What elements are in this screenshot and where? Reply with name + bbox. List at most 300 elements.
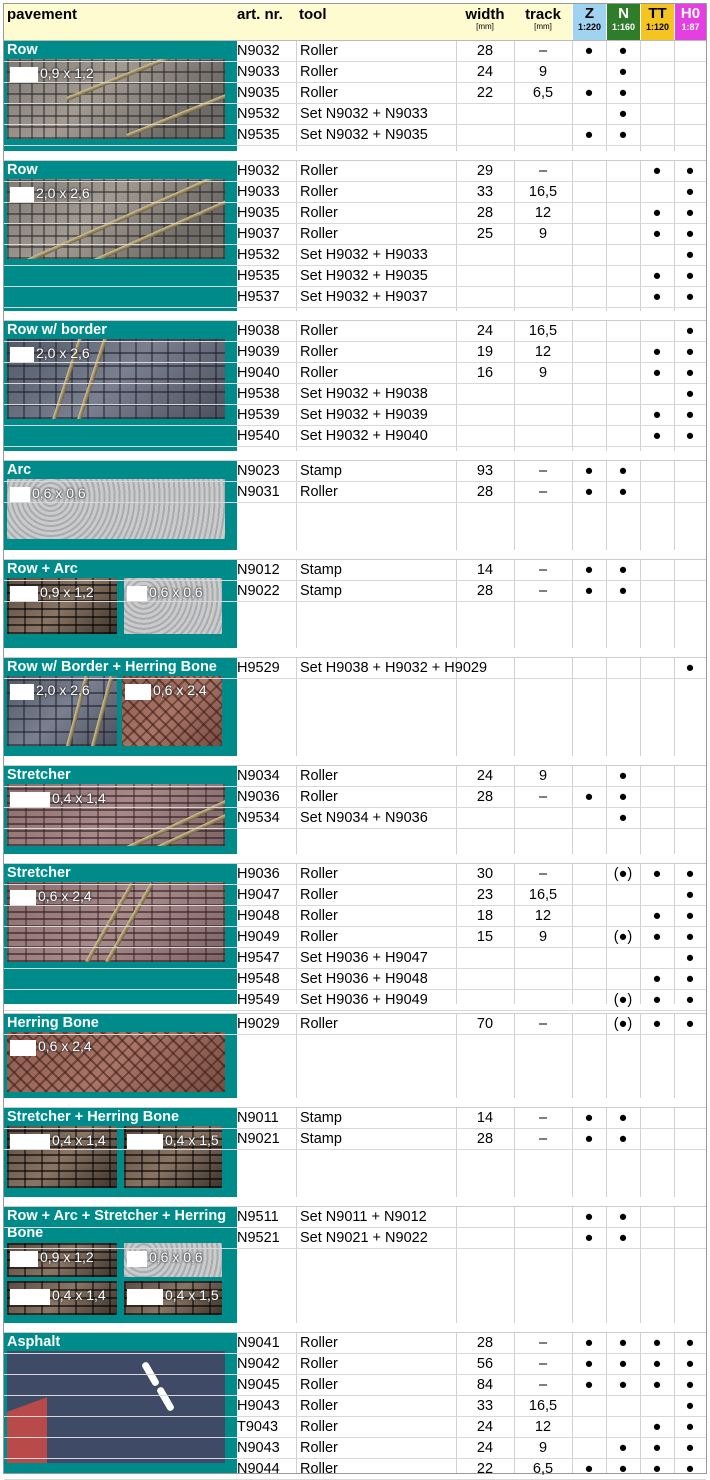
- header-track: [514, 4, 572, 40]
- tool-cell: Set H9032 + H9035: [300, 268, 428, 284]
- scale-n-cell: ●: [618, 810, 628, 826]
- scale-tt-cell: [640, 808, 674, 828]
- width-cell: [456, 104, 514, 124]
- scale-h0-cell: ●: [685, 1016, 695, 1032]
- table-row: [4, 864, 706, 885]
- section-spacer: [4, 756, 706, 766]
- table-row: [4, 62, 706, 83]
- cobblestone-border-photo: [7, 676, 117, 746]
- tool-cell: Roller: [300, 1356, 338, 1372]
- scale-z-cell: [572, 182, 606, 202]
- tool-cell: Stamp: [300, 583, 342, 599]
- stone-dimension-label: 2,0 x 2,6: [36, 185, 90, 201]
- width-cell: 18: [476, 908, 494, 924]
- scale-z-cell: [572, 864, 606, 884]
- art-nr-cell: N9032: [237, 43, 280, 59]
- scale-z-cell: [572, 658, 606, 678]
- scale-n-cell: ●: [618, 64, 628, 80]
- width-cell: 30: [476, 866, 494, 882]
- scale-h0-cell: ●: [685, 428, 695, 444]
- scale-n-cell: ●: [618, 106, 628, 122]
- tool-cell: Stamp: [300, 1131, 342, 1147]
- width-cell: 28: [476, 583, 494, 599]
- scale-n-cell: [606, 906, 640, 926]
- art-nr-cell: H9029: [237, 1016, 280, 1032]
- art-nr-cell: H9048: [237, 908, 280, 924]
- stone-dimension-label: 0,6 x 0,6: [149, 1249, 203, 1265]
- scale-z-cell: [572, 405, 606, 425]
- scale-tt-cell: [640, 787, 674, 807]
- scale-n-cell: [606, 1417, 640, 1437]
- width-cell: 56: [476, 1356, 494, 1372]
- width-cell: [456, 245, 514, 265]
- scale-tt-cell: ●: [652, 929, 662, 945]
- scale-h0-cell: ●: [685, 887, 695, 903]
- track-cell: –: [538, 163, 548, 179]
- width-cell: 29: [476, 163, 494, 179]
- tool-cell: Set H9032 + H9038: [300, 386, 428, 402]
- scale-tt-cell: [640, 62, 674, 82]
- art-nr-cell: H9049: [237, 929, 280, 945]
- table-row: [4, 927, 706, 948]
- scale-z-cell: ●: [584, 1356, 594, 1372]
- scale-tt-cell: [640, 83, 674, 103]
- scale-z-cell: ●: [584, 1377, 594, 1393]
- scale-z-cell: [572, 363, 606, 383]
- section-spacer: [4, 151, 706, 161]
- width-cell: [456, 426, 514, 446]
- width-cell: [456, 266, 514, 286]
- herringbone-photo: [7, 1032, 225, 1092]
- scale-tt-cell: ●: [652, 1016, 662, 1032]
- art-nr-cell: N9043: [237, 1440, 280, 1456]
- width-cell: 23: [476, 887, 494, 903]
- scale-z-name: Z: [584, 5, 595, 22]
- track-cell: [514, 405, 572, 425]
- pavement-title: Row w/ border: [7, 322, 107, 338]
- art-nr-cell: H9038: [237, 323, 280, 339]
- scale-h0-cell: [674, 766, 706, 786]
- stone-dimension-label: 0,6 x 2,4: [38, 888, 92, 904]
- scale-n-cell: ●: [618, 562, 628, 578]
- scale-tt-cell: ●: [652, 289, 662, 305]
- scale-tt-cell: [640, 461, 674, 481]
- tool-cell: Roller: [300, 64, 338, 80]
- tool-cell: Roller: [300, 929, 338, 945]
- scale-n-cell: ●: [618, 1230, 628, 1246]
- table-row: [4, 405, 706, 426]
- scale-z-cell: [572, 62, 606, 82]
- track-cell: 6,5: [532, 1461, 554, 1477]
- scale-swatch: [127, 1251, 147, 1267]
- stone-dimension-label: 0,6 x 2,4: [153, 682, 207, 698]
- scale-z-cell: ●: [584, 1110, 594, 1126]
- scale-z-cell: [572, 766, 606, 786]
- stone-dimension-label: 0,6 x 0,6: [32, 485, 86, 501]
- width-cell: [456, 405, 514, 425]
- table-row: [4, 287, 706, 308]
- scale-swatch: [10, 1040, 36, 1056]
- table-row: [4, 1438, 706, 1459]
- art-nr-cell: N9534: [237, 810, 280, 826]
- art-nr-cell: N9045: [237, 1377, 280, 1393]
- product-table: [3, 3, 707, 1477]
- art-nr-cell: H9032: [237, 163, 280, 179]
- scale-h0-cell: [674, 1108, 706, 1128]
- scale-h0-cell: ●: [685, 866, 695, 882]
- table-row: [4, 969, 706, 990]
- art-nr-cell: N9021: [237, 1131, 280, 1147]
- track-cell: 9: [538, 1440, 548, 1456]
- header-scale-tt: [640, 4, 674, 40]
- scale-swatch: [125, 684, 151, 700]
- scale-h0-cell: [674, 482, 706, 502]
- tool-cell: Roller: [300, 908, 338, 924]
- scale-z-cell: [572, 224, 606, 244]
- scale-z-cell: [572, 203, 606, 223]
- width-cell: [456, 384, 514, 404]
- scale-z-cell: [572, 948, 606, 968]
- track-cell: –: [538, 866, 548, 882]
- art-nr-cell: H9535: [237, 268, 280, 284]
- scale-h0-cell: ●: [685, 184, 695, 200]
- pavement-title: Arc: [7, 462, 32, 478]
- scale-tt-cell: [640, 245, 674, 265]
- scale-h0-cell: ●: [685, 344, 695, 360]
- track-cell: 9: [538, 226, 548, 242]
- width-cell: 19: [476, 344, 494, 360]
- tool-cell: Set H9036 + H9047: [300, 950, 428, 966]
- track-cell: 9: [538, 64, 548, 80]
- scale-tt-cell: [640, 104, 674, 124]
- art-nr-cell: N9022: [237, 583, 280, 599]
- scale-z-cell: ●: [584, 1209, 594, 1225]
- pavement-title: Row + Arc: [7, 561, 78, 577]
- tool-cell: Set H9032 + H9039: [300, 407, 428, 423]
- header-width-unit: [mm]: [476, 22, 494, 31]
- scale-h0-cell: [674, 83, 706, 103]
- scale-tt-cell: [640, 321, 674, 341]
- scale-tt-cell: ●: [652, 1335, 662, 1351]
- track-cell: 9: [538, 929, 548, 945]
- art-nr-cell: N9033: [237, 64, 280, 80]
- pavement-title: Row + Arc + Stretcher + Herring Bone: [7, 1208, 227, 1241]
- scale-h0-cell: ●: [685, 950, 695, 966]
- track-cell: –: [538, 1110, 548, 1126]
- width-cell: 28: [476, 484, 494, 500]
- track-cell: [514, 384, 572, 404]
- tool-cell: Stamp: [300, 1110, 342, 1126]
- tool-cell: Roller: [300, 1461, 338, 1477]
- scale-tt-cell: [640, 1207, 674, 1227]
- scale-n-cell: (●): [613, 1016, 633, 1032]
- scale-z-cell: ●: [584, 1335, 594, 1351]
- scale-z-cell: [572, 990, 606, 1010]
- tool-cell: Set N9034 + N9036: [300, 810, 428, 826]
- section-spacer: [4, 550, 706, 560]
- pavement-title: Stretcher + Herring Bone: [7, 1109, 180, 1125]
- art-nr-cell: N9036: [237, 789, 280, 805]
- scale-h0-cell: [674, 62, 706, 82]
- table-row: [4, 426, 706, 447]
- section: [4, 1014, 706, 1098]
- art-nr-cell: N9011: [237, 1110, 279, 1126]
- scale-tt-cell: [640, 560, 674, 580]
- stone-dimension-label: 0,9 x 1,2: [40, 65, 94, 81]
- scale-h0-cell: [674, 1207, 706, 1227]
- scale-n-cell: ●: [618, 1440, 628, 1456]
- track-cell: [514, 658, 572, 678]
- track-cell: –: [538, 1356, 548, 1372]
- track-cell: [514, 1228, 572, 1248]
- track-cell: –: [538, 1131, 548, 1147]
- scale-n-cell: [606, 321, 640, 341]
- scale-h0-cell: [674, 461, 706, 481]
- track-cell: 16,5: [528, 184, 558, 200]
- width-cell: [456, 990, 514, 1010]
- scale-tt-cell: ●: [652, 1461, 662, 1477]
- scale-tt-cell: ●: [652, 205, 662, 221]
- scale-h0-cell: ●: [685, 365, 695, 381]
- scale-n-cell: [606, 203, 640, 223]
- section-spacer: [4, 451, 706, 461]
- art-nr-cell: N9042: [237, 1356, 280, 1372]
- scale-z-cell: [572, 245, 606, 265]
- table-row: [4, 766, 706, 787]
- scale-n-name: N: [618, 5, 629, 22]
- scale-h0-cell: [674, 1228, 706, 1248]
- art-nr-cell: H9539: [237, 407, 280, 423]
- width-cell: [456, 808, 514, 828]
- section: [4, 1207, 706, 1323]
- tool-cell: Set N9011 + N9012: [300, 1209, 427, 1225]
- width-cell: 22: [476, 1461, 494, 1477]
- art-nr-cell: H9043: [237, 1398, 280, 1414]
- width-cell: [456, 969, 514, 989]
- scale-n-cell: ●: [618, 583, 628, 599]
- scale-swatch: [10, 1289, 50, 1305]
- art-nr-cell: H9047: [237, 887, 280, 903]
- tool-cell: Roller: [300, 184, 338, 200]
- scale-tt-cell: [640, 766, 674, 786]
- track-cell: 16,5: [528, 887, 558, 903]
- table-row: [4, 906, 706, 927]
- art-nr-cell: N9034: [237, 768, 280, 784]
- art-nr-cell: N9044: [237, 1461, 280, 1477]
- scale-n-cell: [606, 426, 640, 446]
- tool-cell: Set N9032 + N9035: [300, 127, 428, 143]
- scale-tt-cell: [640, 1108, 674, 1128]
- track-cell: 6,5: [532, 85, 554, 101]
- track-cell: [514, 125, 572, 145]
- scale-tt-cell: ●: [652, 163, 662, 179]
- table-header: [4, 4, 706, 41]
- track-cell: [514, 426, 572, 446]
- scale-z-cell: [572, 1014, 606, 1034]
- track-cell: 16,5: [528, 323, 558, 339]
- tool-cell: Roller: [300, 1398, 338, 1414]
- scale-z-cell: [572, 426, 606, 446]
- section: [4, 41, 706, 151]
- section: [4, 766, 706, 854]
- section-spacer: [4, 311, 706, 321]
- width-cell: 14: [476, 562, 494, 578]
- scale-tt-cell: [640, 482, 674, 502]
- scale-h0-cell: ●: [685, 205, 695, 221]
- scale-h0-cell: ●: [685, 992, 695, 1008]
- stone-dimension-label: 0,6 x 2,4: [38, 1038, 92, 1054]
- scale-tt-cell: ●: [652, 1440, 662, 1456]
- scale-n-cell: ●: [618, 85, 628, 101]
- scale-n-cell: ●: [618, 484, 628, 500]
- header-track-label: track: [525, 6, 561, 23]
- scale-n-cell: [606, 948, 640, 968]
- scale-n-cell: [606, 363, 640, 383]
- scale-z-cell: ●: [584, 562, 594, 578]
- art-nr-cell: H9548: [237, 971, 280, 987]
- scale-z-cell: [572, 104, 606, 124]
- scale-z-cell: [572, 384, 606, 404]
- scale-z-cell: [572, 1417, 606, 1437]
- scale-tt-cell: ●: [652, 428, 662, 444]
- table-body: [4, 41, 706, 1477]
- scale-tt-ratio: 1:120: [645, 22, 670, 32]
- art-nr-cell: N9041: [237, 1335, 280, 1351]
- art-nr-cell: H9033: [237, 184, 280, 200]
- tool-cell: Set H9032 + H9040: [300, 428, 428, 444]
- scale-n-cell: ●: [618, 1461, 628, 1477]
- tool-cell: Roller: [300, 484, 338, 500]
- section: [4, 1333, 706, 1477]
- scale-z-cell: ●: [584, 583, 594, 599]
- scale-swatch: [10, 1251, 38, 1267]
- scale-h0-cell: ●: [685, 323, 695, 339]
- tool-cell: Roller: [300, 85, 338, 101]
- stone-dimension-label: 2,0 x 2,6: [36, 682, 90, 698]
- tool-cell: Roller: [300, 1440, 338, 1456]
- art-nr-cell: N9023: [237, 463, 280, 479]
- track-cell: [514, 808, 572, 828]
- track-cell: –: [538, 463, 548, 479]
- tool-cell: Set H9036 + H9048: [300, 971, 428, 987]
- table-row: [4, 104, 706, 125]
- tool-cell: Set H9032 + H9033: [300, 247, 428, 263]
- tool-cell: Roller: [300, 887, 338, 903]
- pavement-title: Row: [7, 162, 38, 178]
- scale-z-cell: [572, 266, 606, 286]
- scale-n-cell: [606, 384, 640, 404]
- track-cell: [514, 1207, 572, 1227]
- scale-z-cell: [572, 342, 606, 362]
- table-row: [4, 1129, 706, 1150]
- table-row: [4, 342, 706, 363]
- art-nr-cell: H9532: [237, 247, 280, 263]
- header-scale-h0: [674, 4, 706, 40]
- scale-z-cell: ●: [584, 463, 594, 479]
- scale-n-cell: [606, 245, 640, 265]
- width-cell: [456, 658, 514, 678]
- tool-cell: Roller: [300, 43, 338, 59]
- stone-dimension-label: 2,0 x 2,6: [36, 345, 90, 361]
- art-nr-cell: N9511: [237, 1209, 279, 1225]
- width-cell: [456, 125, 514, 145]
- art-nr-cell: N9012: [237, 562, 280, 578]
- tool-cell: Stamp: [300, 463, 342, 479]
- scale-tt-cell: ●: [652, 1377, 662, 1393]
- width-cell: [456, 1228, 514, 1248]
- pavement-title: Row w/ Border + Herring Bone: [7, 659, 217, 675]
- scale-h0-ratio: 1:87: [681, 22, 700, 32]
- table-row: [4, 83, 706, 104]
- scale-z-cell: ●: [584, 43, 594, 59]
- width-cell: 24: [476, 323, 494, 339]
- tool-cell: Roller: [300, 226, 338, 242]
- header-scale-n: [606, 4, 640, 40]
- stretcher-bond-photo: [7, 1281, 117, 1315]
- art-nr-cell: H9538: [237, 386, 280, 402]
- scale-tt-cell: ●: [652, 365, 662, 381]
- width-cell: [456, 287, 514, 307]
- scale-n-cell: ●: [618, 1335, 628, 1351]
- scale-n-cell: [606, 885, 640, 905]
- table-row: [4, 1333, 706, 1354]
- scale-n-cell: (●): [613, 929, 633, 945]
- scale-n-cell: [606, 658, 640, 678]
- scale-tt-cell: ●: [652, 866, 662, 882]
- art-nr-cell: H9037: [237, 226, 280, 242]
- header-tool: tool: [299, 6, 327, 23]
- herringbone-photo: [124, 1281, 222, 1315]
- tool-cell: Roller: [300, 163, 338, 179]
- track-cell: –: [538, 1335, 548, 1351]
- table-row: [4, 560, 706, 581]
- width-cell: 28: [476, 1335, 494, 1351]
- width-cell: 24: [476, 1419, 494, 1435]
- scale-z-cell: [572, 1396, 606, 1416]
- tool-cell: Roller: [300, 866, 338, 882]
- width-cell: 33: [476, 1398, 494, 1414]
- width-cell: 28: [476, 789, 494, 805]
- scale-tt-cell: [640, 41, 674, 61]
- scale-z-cell: ●: [584, 789, 594, 805]
- art-nr-cell: N9031: [237, 484, 280, 500]
- scale-h0-cell: [674, 808, 706, 828]
- width-cell: 84: [476, 1377, 494, 1393]
- scale-n-cell: ●: [618, 127, 628, 143]
- scale-z-cell: ●: [584, 127, 594, 143]
- tool-cell: Set H9036 + H9049: [300, 992, 428, 1008]
- tool-cell: Roller: [300, 1016, 338, 1032]
- table-row: [4, 125, 706, 146]
- scale-n-cell: [606, 224, 640, 244]
- scale-n-cell: ●: [618, 1377, 628, 1393]
- section-spacer: [4, 854, 706, 864]
- scale-z-cell: [572, 1438, 606, 1458]
- table-row: [4, 1375, 706, 1396]
- scale-n-cell: ●: [618, 463, 628, 479]
- track-cell: –: [538, 583, 548, 599]
- scale-z-cell: [572, 321, 606, 341]
- tool-cell: Roller: [300, 768, 338, 784]
- track-cell: 16,5: [528, 1398, 558, 1414]
- track-cell: –: [538, 562, 548, 578]
- tool-cell: Roller: [300, 323, 338, 339]
- scale-n-cell: [606, 1396, 640, 1416]
- track-cell: –: [538, 1016, 548, 1032]
- scale-h0-cell: ●: [685, 289, 695, 305]
- tool-cell: Roller: [300, 344, 338, 360]
- width-cell: [456, 948, 514, 968]
